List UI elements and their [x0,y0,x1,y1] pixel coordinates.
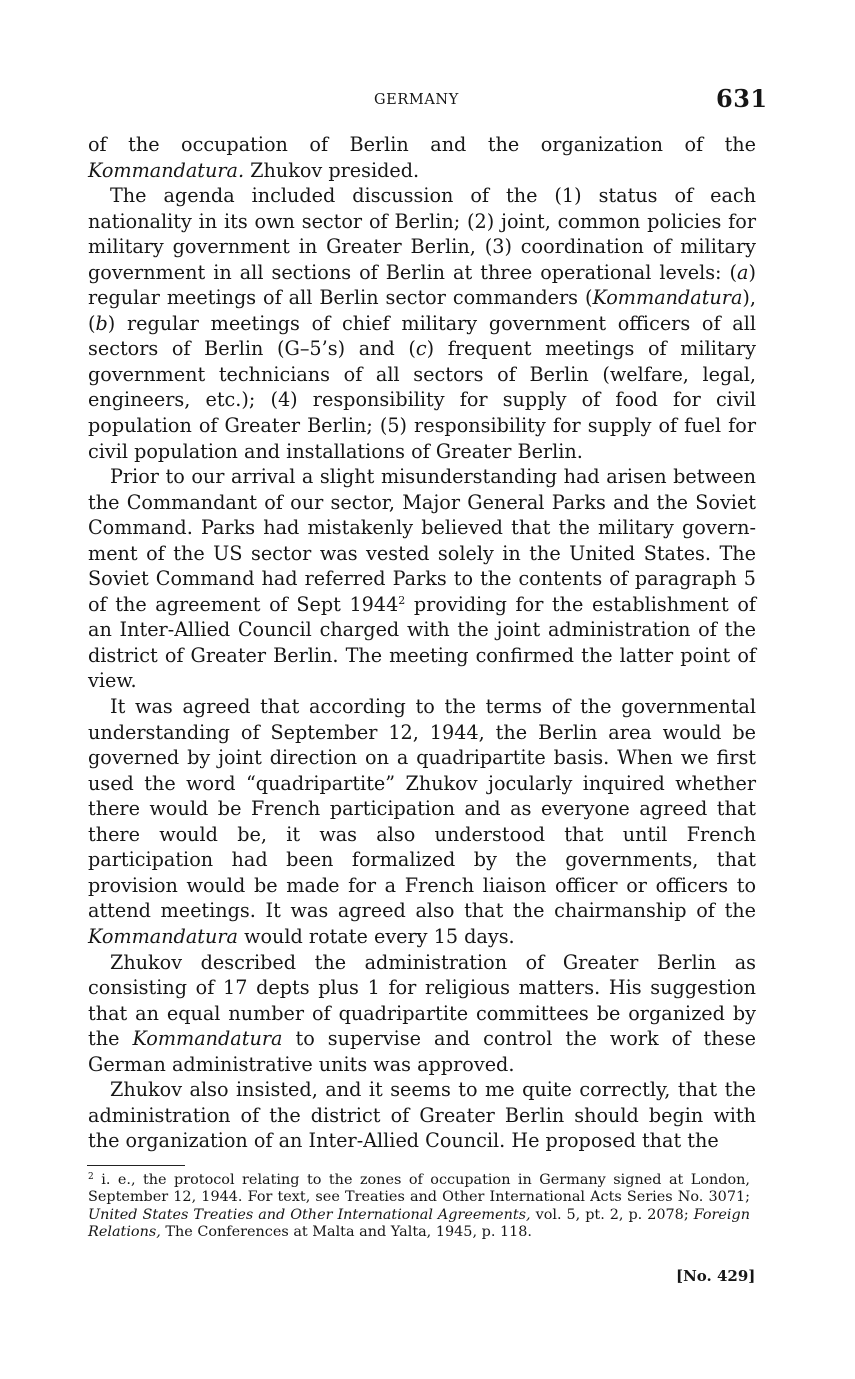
paragraph-2: The agenda included discussion of the (1) status of each nationality in its own sector of Berlin; (2) joint, common policies for military government in Greater Berlin, (3) coordination of military government in all sections of Berlin at three operational levels: (a) regular meetings of all Berlin sector commanders (Kommandatura), (b) regular meetings of chief military government officers of all sectors of Berlin (G–5’s) and (c) frequent meetings of military government technicians of all sectors of Berlin (welfare, legal, engineers, etc.); (4) responsibility for supply of food for civil population of Greater Berlin; (5) responsibility for supply of fuel for civil population and installations of Greater Berlin. [88,184,757,463]
document-number: [No. 429] [676,1267,756,1285]
footnote-reference: 2 [398,593,406,607]
footnote: $^2$ i. e., the protocol relating to the zones of occupation in Germany signed at London, September 12, 1944. For text, see Treaties and Other International Acts Series No. 3071; United States Treaties and Other International Agreements, vol. 5, pt. 2, p. 2078; Foreign Relations, The Conferences at Malta and Yalta, 1945, p. 118. [88,1172,751,1240]
page-header [0,84,855,120]
running-head: GERMANY [374,92,459,108]
paragraph-1: of the occupation of Berlin and the organization of the Kommandatura. Zhukov presided. [88,133,756,182]
paragraph-4: It was agreed that according to the terms of the governmental understanding of September 12, 1944, the Berlin area would be governed by joint direction on a quadripartite basis. When we first used the word “quadripartite” Zhukov jocularly inquired whether there would be French participation and as everyone agreed that there would be, it was also understood that until French participation had been formalized by the governments, that provision would be made for a French liaison officer or officers to attend meetings. It was agreed also that the chairmanship of the Kommandatura would rotate every 15 days. [88,695,756,948]
page-number: 631 [716,84,768,113]
paragraph-3: Prior to our arrival a slight misunderstanding had arisen between the Commandant of our sector, Major General Parks and the Soviet Command. Parks had mistakenly believed that the military government of the US sector was vested solely in the United States. The Soviet Command had referred Parks to the contents of paragraph 5 of the agreement of Sept 1944$^2$ providing for the establishment of an Inter-Allied Council charged with the joint administration of the district of Greater Berlin. The meeting confirmed the latter point of view. [88,465,756,693]
paragraph-6: Zhukov also insisted, and it seems to me quite correctly, that the administration of the district of Greater Berlin should begin with the organization of an Inter-Allied Council. He proposed that the [88,1078,756,1153]
document-body [88,132,756,1154]
footnote-marker: 2 [88,1172,94,1182]
paragraph-5: Zhukov described the administration of Greater Berlin as consisting of 17 depts plus 1 for religious matters. His suggestion that an equal number of quadripartite committees be organized by the Kommandatura to supervise and control the work of these German administrative units was approved. [88,950,756,1076]
footnote-divider [87,1165,185,1166]
